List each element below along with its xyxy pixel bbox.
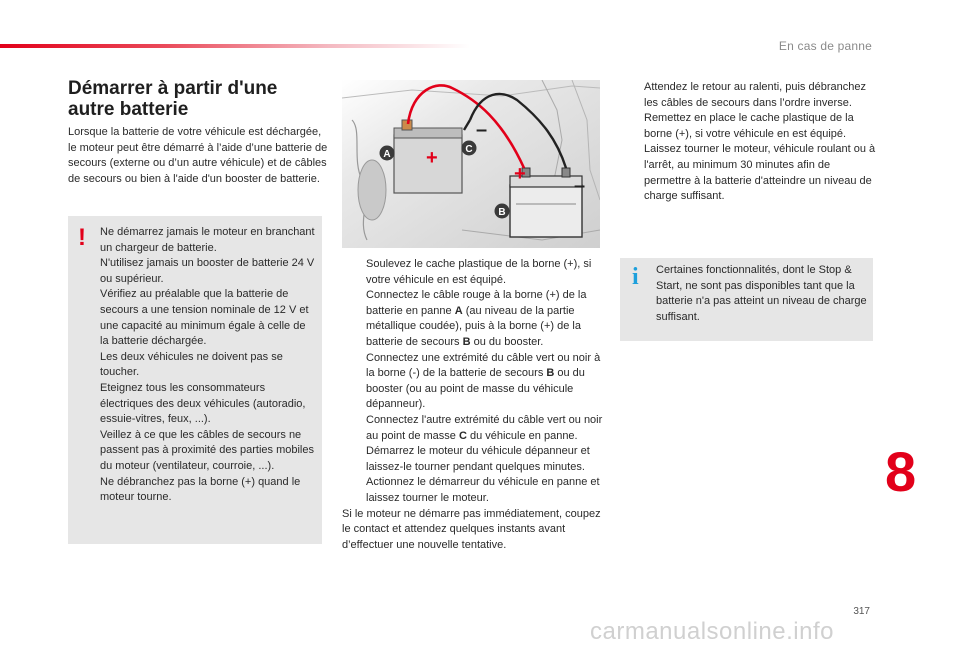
watermark: carmanualsonline.info <box>590 618 834 645</box>
svg-text:C: C <box>465 144 473 155</box>
list-item: Laissez tourner le moteur, véhicule roulant ou à l'arrêt, au minimum 30 minutes afin de permettre à la batterie d'atteindre un niveau de charge suffisant. <box>644 143 876 203</box>
svg-text:B: B <box>498 207 506 218</box>
warning-line: Les deux véhicules ne doivent pas se toucher. <box>100 350 283 379</box>
header-accent-bar <box>0 44 470 48</box>
marker-a <box>380 146 395 161</box>
page-number: 317 <box>853 606 870 617</box>
list-item: Soulevez le cache plastique de la borne (+), si votre véhicule en est équipé. <box>366 258 592 286</box>
warning-line: Ne débranchez pas la borne (+) quand le moteur tourne. <box>100 475 301 504</box>
list-item: Démarrez le moteur du véhicule dépanneur et laissez-le tourner pendant quelques minutes. <box>366 445 590 473</box>
warning-line: Vérifiez au préalable que la batterie de secours a une tension nominale de 12 V et une capacité au minimum égale à celle de la batterie déchargée. <box>100 288 309 348</box>
steps-column-right <box>620 80 876 205</box>
jump-start-illustration <box>342 80 600 248</box>
minus-sign-b: – <box>574 175 586 197</box>
minus-sign-c: – <box>476 119 488 141</box>
warning-line: N'utilisez jamais un booster de batterie 24 V ou supérieur. <box>100 257 315 285</box>
list-item: Connectez une extrémité du câble vert ou noir à la borne (-) de la batterie de secours B ou du booster (ou au point de masse du véhicule dépanneur). <box>366 351 601 411</box>
list-item: Connectez l'autre extrémité du câble vert ou noir au point de masse C du véhicule en panne. <box>366 413 603 442</box>
marker-c <box>462 141 477 156</box>
engine-bay-drawing <box>342 80 600 248</box>
page-title: Démarrer à partir d'une autre batterie <box>68 78 278 120</box>
svg-text:A: A <box>383 149 391 160</box>
section-title: En cas de panne <box>778 39 872 53</box>
list-item: Actionnez le démarreur du véhicule en panne et laissez tourner le moteur. <box>366 476 600 504</box>
list-item: Remettez en place le cache plastique de la borne (+), si votre véhicule en est équipé. <box>644 112 854 140</box>
plus-sign-b: + <box>514 163 526 185</box>
warning-line: Eteignez tous les consommateurs électriques des deux véhicules (autoradio, essuie-vitres, feux, ...). <box>100 381 306 426</box>
marker-b <box>495 204 510 219</box>
warning-text <box>100 225 316 506</box>
warning-box <box>68 216 322 544</box>
list-item: Attendez le retour au ralenti, puis débranchez les câbles de secours dans l’ordre inverse. <box>644 81 866 109</box>
steps-column-middle <box>342 257 604 553</box>
chapter-number: 8 <box>885 440 917 503</box>
warning-line: Veillez à ce que les câbles de secours ne passent pas à proximité des parties mobiles du moteur (ventilateur, courroie, ...). <box>100 428 314 472</box>
plus-sign-a: + <box>426 147 438 169</box>
warning-line: Ne démarrez jamais le moteur en branchant un chargeur de batterie. <box>100 226 315 254</box>
retry-note: Si le moteur ne démarre pas immédiatement, coupez le contact et attendez quelques instants avant d’effectuer une nouvelle tentative. <box>342 507 601 551</box>
info-box <box>620 258 873 341</box>
info-text: Certaines fonctionnalités, dont le Stop & Start, ne sont pas disponibles tant que la batterie n'a pas atteint un niveau de charge suffisant. <box>656 264 867 323</box>
list-item: Connectez le câble rouge à la borne (+) de la batterie en panne A (au niveau de la partie métallique coudée), puis à la borne (+) de la batterie de secours B ou du booster. <box>366 289 587 348</box>
info-icon: i <box>632 264 639 290</box>
intro-paragraph: Lorsque la batterie de votre véhicule est déchargée, le moteur peut être démarré à l’aide d’une batterie de secours (externe ou d’un autre véhicule) et de câbles de secours ou bien à l'aide d'un booster de batterie. <box>68 126 328 185</box>
warning-icon: ! <box>78 224 86 251</box>
